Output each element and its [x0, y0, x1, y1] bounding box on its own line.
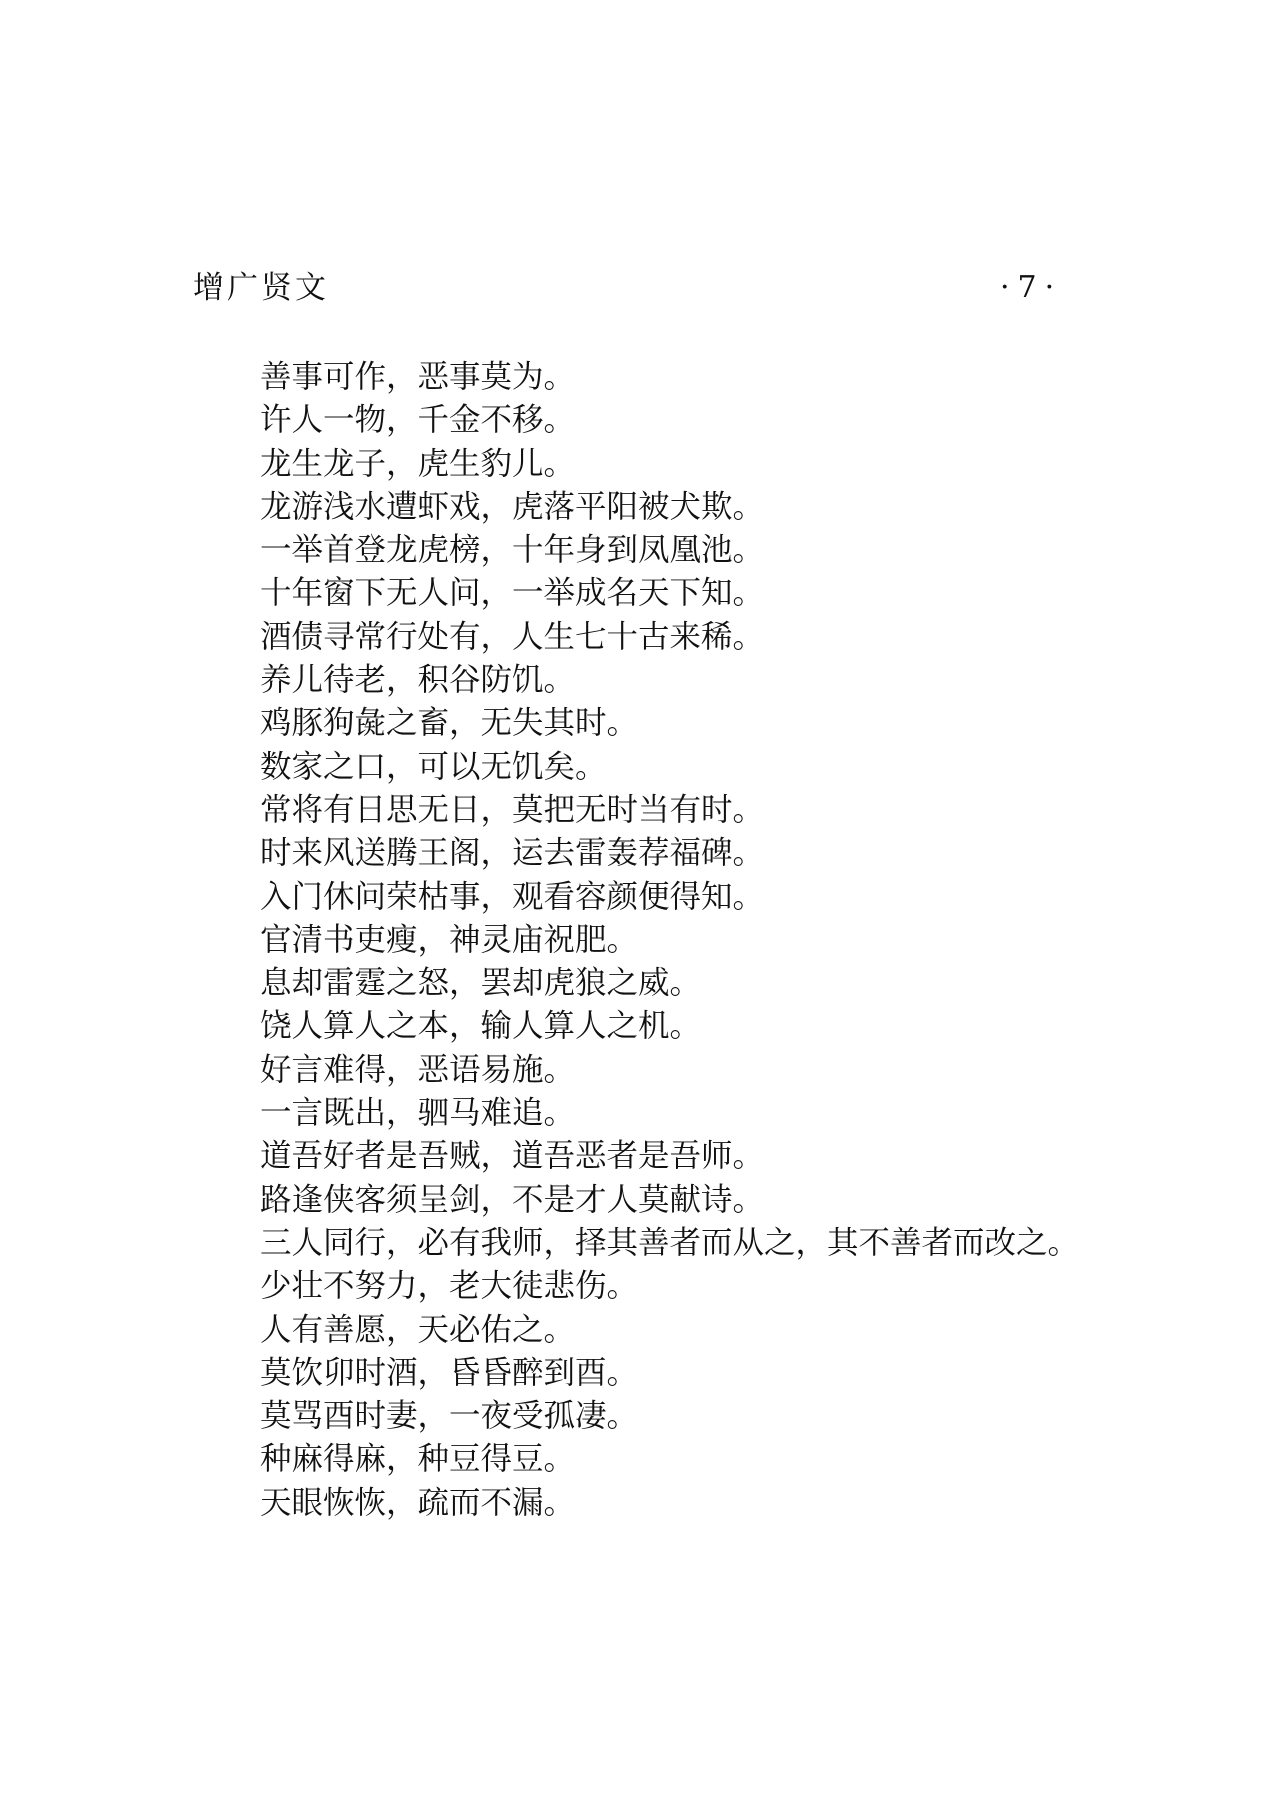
- verse-line: 一举首登龙虎榜，十年身到凤凰池。: [260, 532, 765, 569]
- verse-line: 路逢侠客须呈剑，不是才人莫献诗。: [260, 1181, 765, 1218]
- verse-line: 龙生龙子，虎生豹儿。: [260, 445, 576, 482]
- verse-line: 好言难得，恶语易施。: [260, 1051, 576, 1088]
- verse-line: 龙游浅水遭虾戏，虎落平阳被犬欺。: [260, 488, 765, 525]
- verse-line: 酒债寻常行处有，人生七十古来稀。: [260, 618, 765, 655]
- verse-line: 三人同行，必有我师，择其善者而从之，其不善者而改之。: [260, 1224, 1080, 1261]
- verse-line: 少壮不努力，老大徒悲伤。: [260, 1268, 639, 1305]
- verse-line: 道吾好者是吾贼，道吾恶者是吾师。: [260, 1138, 765, 1175]
- verse-line: 鸡豚狗彘之畜，无失其时。: [260, 705, 639, 742]
- verse-line: 人有善愿，天必佑之。: [260, 1311, 576, 1348]
- verse-line: 天眼恢恢，疏而不漏。: [260, 1484, 576, 1521]
- running-header-title: 增广贤文: [193, 270, 329, 306]
- verse-list: [260, 356, 1079, 1525]
- page-number: ·7·: [1000, 270, 1063, 305]
- verse-line: 官清书吏瘦，神灵庙祝肥。: [260, 921, 639, 958]
- verse-line: 息却雷霆之怒，罢却虎狼之威。: [260, 965, 702, 1002]
- verse-line: 常将有日思无日，莫把无时当有时。: [260, 791, 765, 828]
- verse-line: 养儿待老，积谷防饥。: [260, 662, 576, 699]
- verse-line: 时来风送腾王阁，运去雷轰荐福碑。: [260, 835, 765, 872]
- verse-line: 善事可作，恶事莫为。: [260, 359, 576, 395]
- verse-line: 饶人算人之本，输人算人之机。: [260, 1008, 702, 1045]
- verse-line: 十年窗下无人问，一举成名天下知。: [260, 575, 765, 612]
- verse-line: 莫饮卯时酒，昏昏醉到酉。: [260, 1354, 639, 1391]
- verse-line: 数家之口，可以无饥矣。: [260, 748, 607, 785]
- verse-line: 许人一物，千金不移。: [260, 402, 576, 439]
- verse-line: 一言既出，驷马难追。: [260, 1095, 576, 1132]
- verse-line: 入门休问荣枯事，观看容颜便得知。: [260, 878, 765, 915]
- verse-line: 莫骂酉时妻，一夜受孤凄。: [260, 1398, 639, 1435]
- verse-line: 种麻得麻，种豆得豆。: [260, 1441, 576, 1478]
